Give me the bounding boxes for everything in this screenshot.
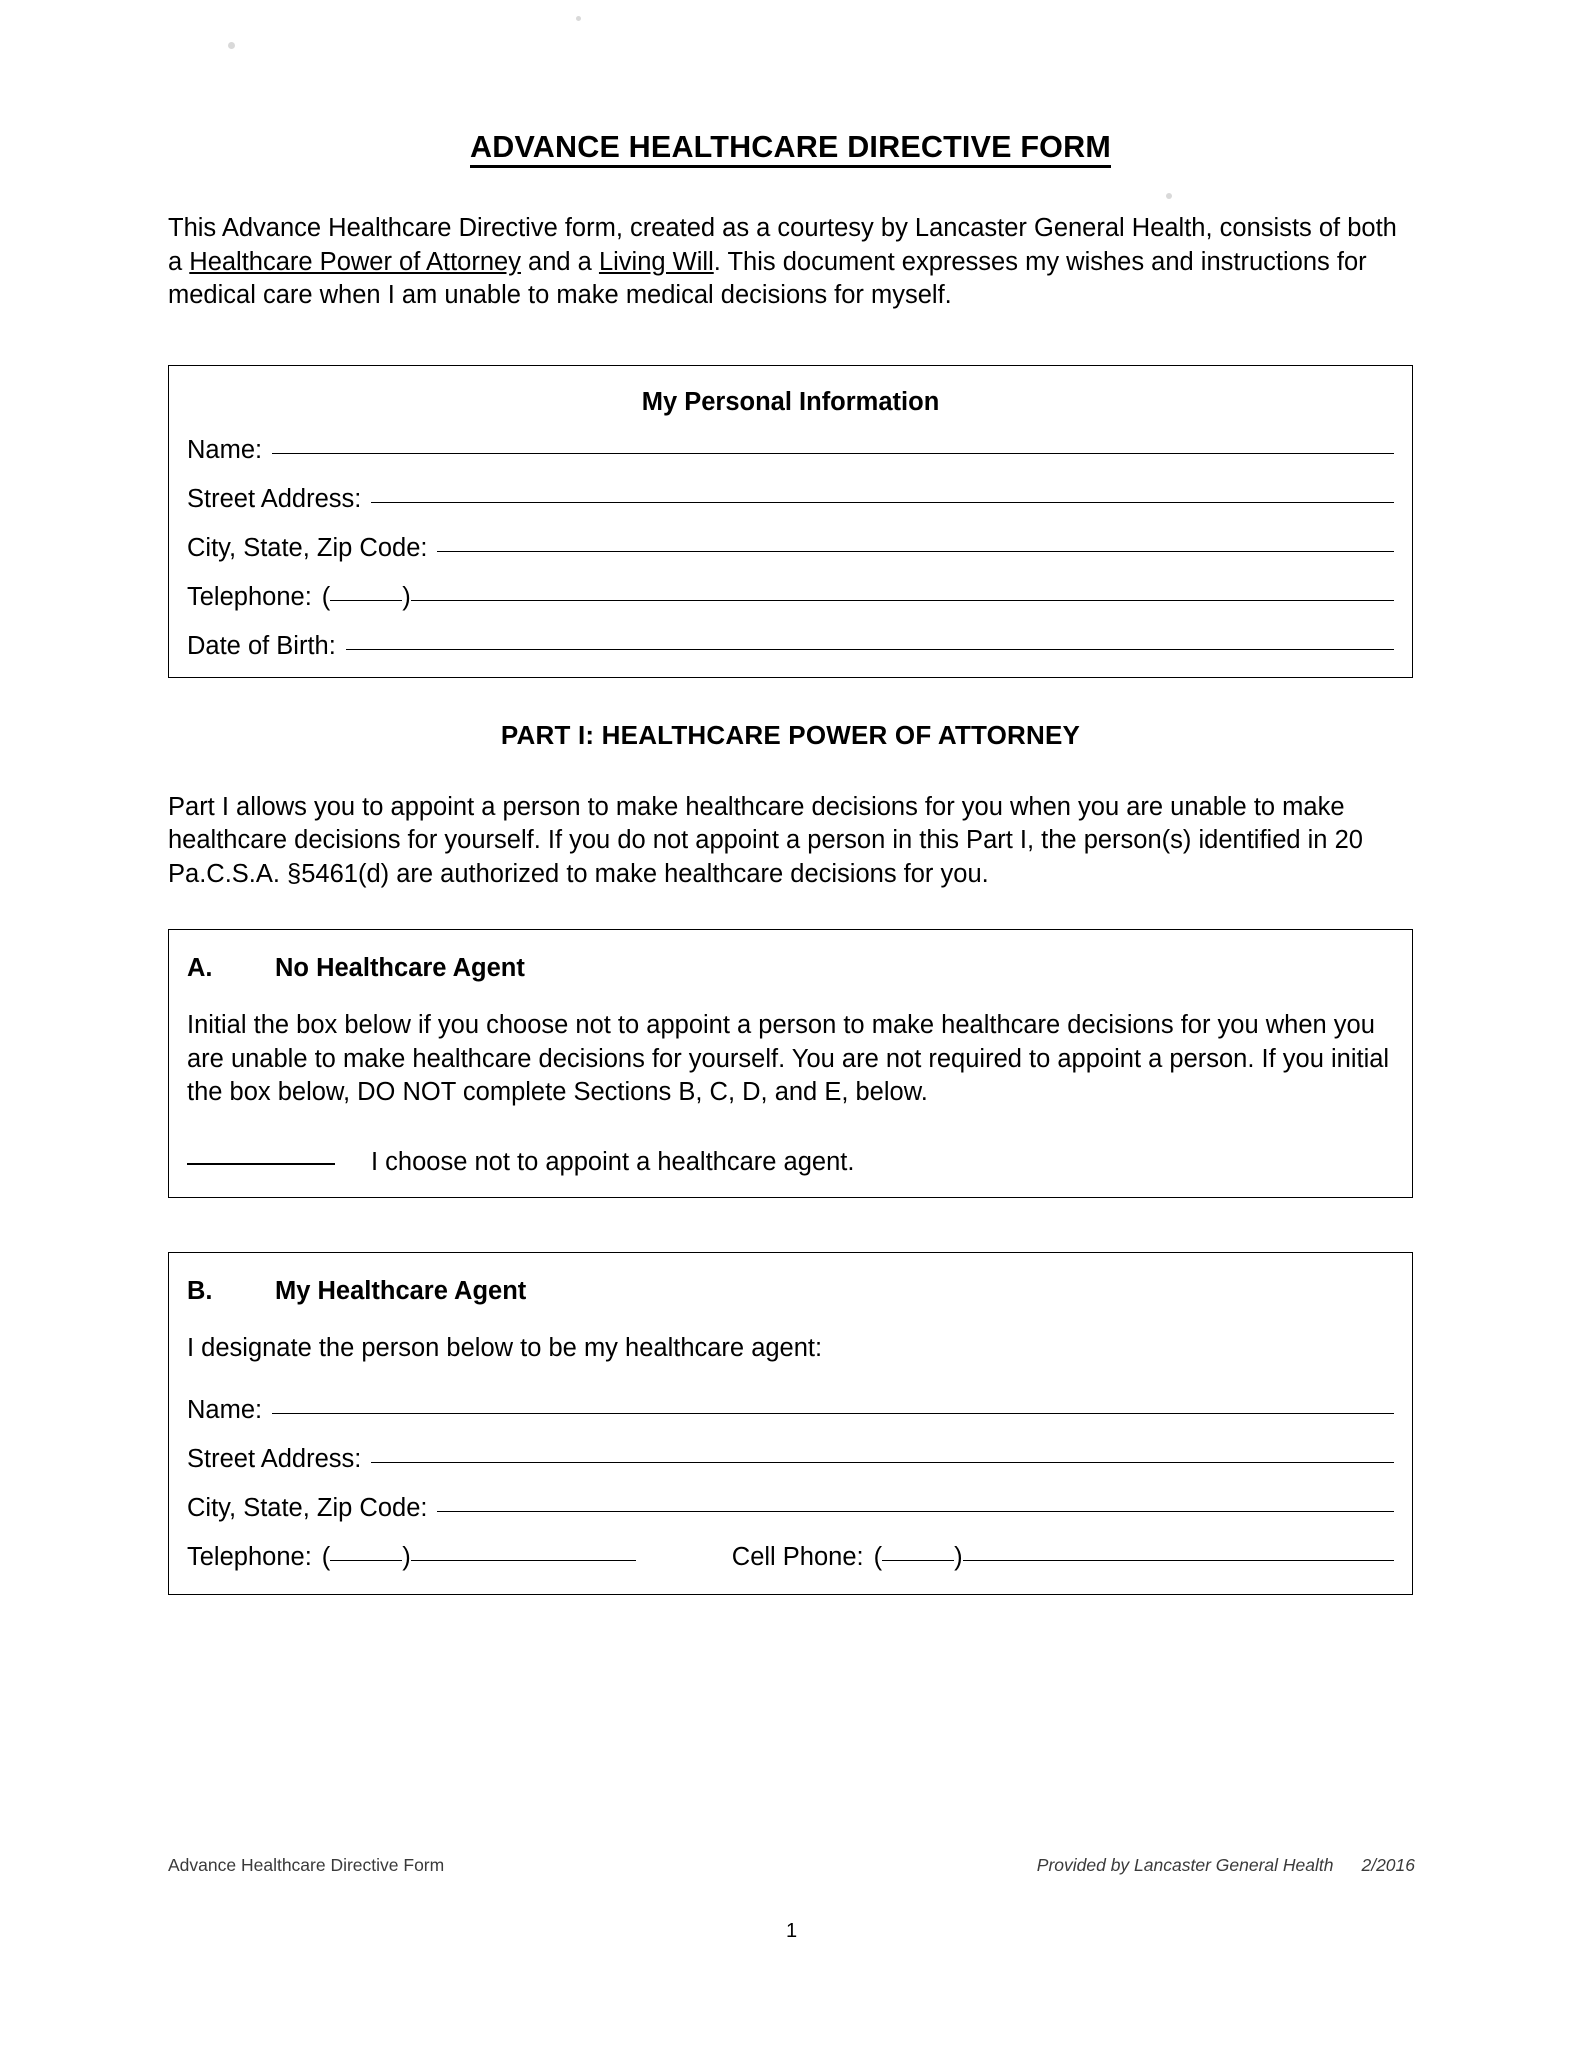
footer-provider: Provided by Lancaster General Health	[1036, 1855, 1334, 1875]
date-of-birth-input-line[interactable]	[346, 649, 1394, 650]
agent-street-address-input-line[interactable]	[371, 1462, 1394, 1463]
city-state-zip-label: City, State, Zip Code:	[187, 533, 428, 562]
section-a-letter: A.	[187, 954, 213, 982]
section-a-initial-blank[interactable]	[187, 1163, 335, 1165]
footer-revision-date: 2/2016	[1361, 1855, 1415, 1875]
personal-information-box	[168, 365, 1413, 678]
intro-text-3: . This document expresses my wishes and instructions for medical care when I am unable to make medical decisions for myself.	[168, 247, 1367, 309]
page-footer	[168, 1855, 1415, 1876]
street-address-label: Street Address:	[187, 484, 362, 513]
part-one-intro: Part I allows you to appoint a person to make healthcare decisions for you when you are unable to make healthcare decisions for yourself. If you do not appoint a person in this Part I, the person(s) identified in 20 Pa.C.S.A. §5461(d) are authorized to make healthcare decisions for you.	[168, 792, 1363, 888]
agent-field-row-street-address[interactable]	[187, 1444, 1394, 1474]
field-row-telephone[interactable]	[187, 582, 1394, 612]
section-b-letter: B.	[187, 1276, 213, 1305]
part-one-heading: PART I: HEALTHCARE POWER OF ATTORNEY	[500, 719, 1081, 750]
city-state-zip-input-line[interactable]	[437, 551, 1394, 552]
section-a-title: No Healthcare Agent	[275, 954, 525, 982]
agent-cell-number-line[interactable]	[963, 1560, 1394, 1561]
section-a-heading	[187, 954, 1394, 983]
agent-city-state-zip-input-line[interactable]	[437, 1511, 1394, 1512]
page-title-text: ADVANCE HEALTHCARE DIRECTIVE FORM	[470, 130, 1111, 168]
agent-telephone-number-line[interactable]	[411, 1560, 636, 1561]
page-number: 1	[785, 1920, 798, 1942]
footer-form-name: Advance Healthcare Directive Form	[168, 1855, 445, 1875]
agent-street-address-label: Street Address:	[187, 1445, 362, 1473]
section-a-body: Initial the box below if you choose not to appoint a person to make healthcare decisions for you when you are unable to make healthcare decisions for yourself. You are not required to appoint a person. If you initial the box below, DO NOT complete Sections B, C, D, and E, below.	[187, 1011, 1390, 1106]
telephone-number-line[interactable]	[411, 600, 1394, 601]
agent-field-row-name[interactable]	[187, 1395, 1394, 1425]
agent-field-row-city-state-zip[interactable]	[187, 1493, 1394, 1523]
telephone-paren-close: )	[402, 582, 411, 611]
section-gap	[168, 1198, 1413, 1252]
page-title	[168, 130, 1413, 165]
intro-paragraph	[168, 212, 1413, 313]
agent-city-state-zip-label: City, State, Zip Code:	[187, 1494, 428, 1522]
section-b-body: I designate the person below to be my healthcare agent:	[187, 1333, 823, 1362]
telephone-label: Telephone:	[187, 582, 312, 611]
field-row-city-state-zip[interactable]	[187, 533, 1394, 563]
telephone-area-code-line[interactable]	[330, 600, 402, 601]
agent-phone-row[interactable]	[187, 1542, 1394, 1572]
agent-cell-paren-close: )	[954, 1543, 963, 1571]
agent-cell-phone-label: Cell Phone:	[731, 1543, 864, 1571]
agent-name-label: Name:	[187, 1396, 263, 1424]
agent-cell-paren-open: (	[873, 1543, 883, 1571]
field-row-street-address[interactable]	[187, 484, 1394, 514]
name-input-line[interactable]	[272, 453, 1394, 454]
section-b-title: My Healthcare Agent	[275, 1276, 527, 1305]
section-a-initial-statement: I choose not to appoint a healthcare agent.	[371, 1147, 855, 1176]
telephone-paren-open: (	[321, 582, 331, 611]
field-row-date-of-birth[interactable]	[187, 631, 1394, 661]
document-content	[168, 0, 1413, 1595]
intro-link-living-will: Living Will	[598, 247, 714, 276]
personal-information-title: My Personal Information	[641, 387, 940, 416]
street-address-input-line[interactable]	[371, 502, 1394, 503]
section-b-box	[168, 1252, 1413, 1596]
agent-telephone-label: Telephone:	[187, 1543, 312, 1571]
section-a-initial-row[interactable]	[187, 1148, 1394, 1177]
agent-telephone-area-code-line[interactable]	[330, 1560, 402, 1561]
footer-right-group	[1037, 1855, 1415, 1876]
intro-text-1: This Advance Healthcare Directive form, created as a courtesy by Lancaster General Health, consists of both a	[168, 214, 1397, 276]
field-row-name[interactable]	[187, 435, 1394, 465]
intro-link-hpoa: Healthcare Power of Attorney	[189, 247, 521, 276]
agent-telephone-paren-open: (	[321, 1543, 331, 1571]
section-b-heading	[187, 1277, 1394, 1306]
section-a-box	[168, 929, 1413, 1198]
agent-cell-area-code-line[interactable]	[882, 1560, 954, 1561]
agent-name-input-line[interactable]	[272, 1413, 1394, 1414]
agent-telephone-paren-close: )	[402, 1543, 411, 1571]
name-label: Name:	[187, 435, 263, 464]
date-of-birth-label: Date of Birth:	[187, 631, 336, 660]
intro-text-2: and a	[520, 247, 599, 276]
